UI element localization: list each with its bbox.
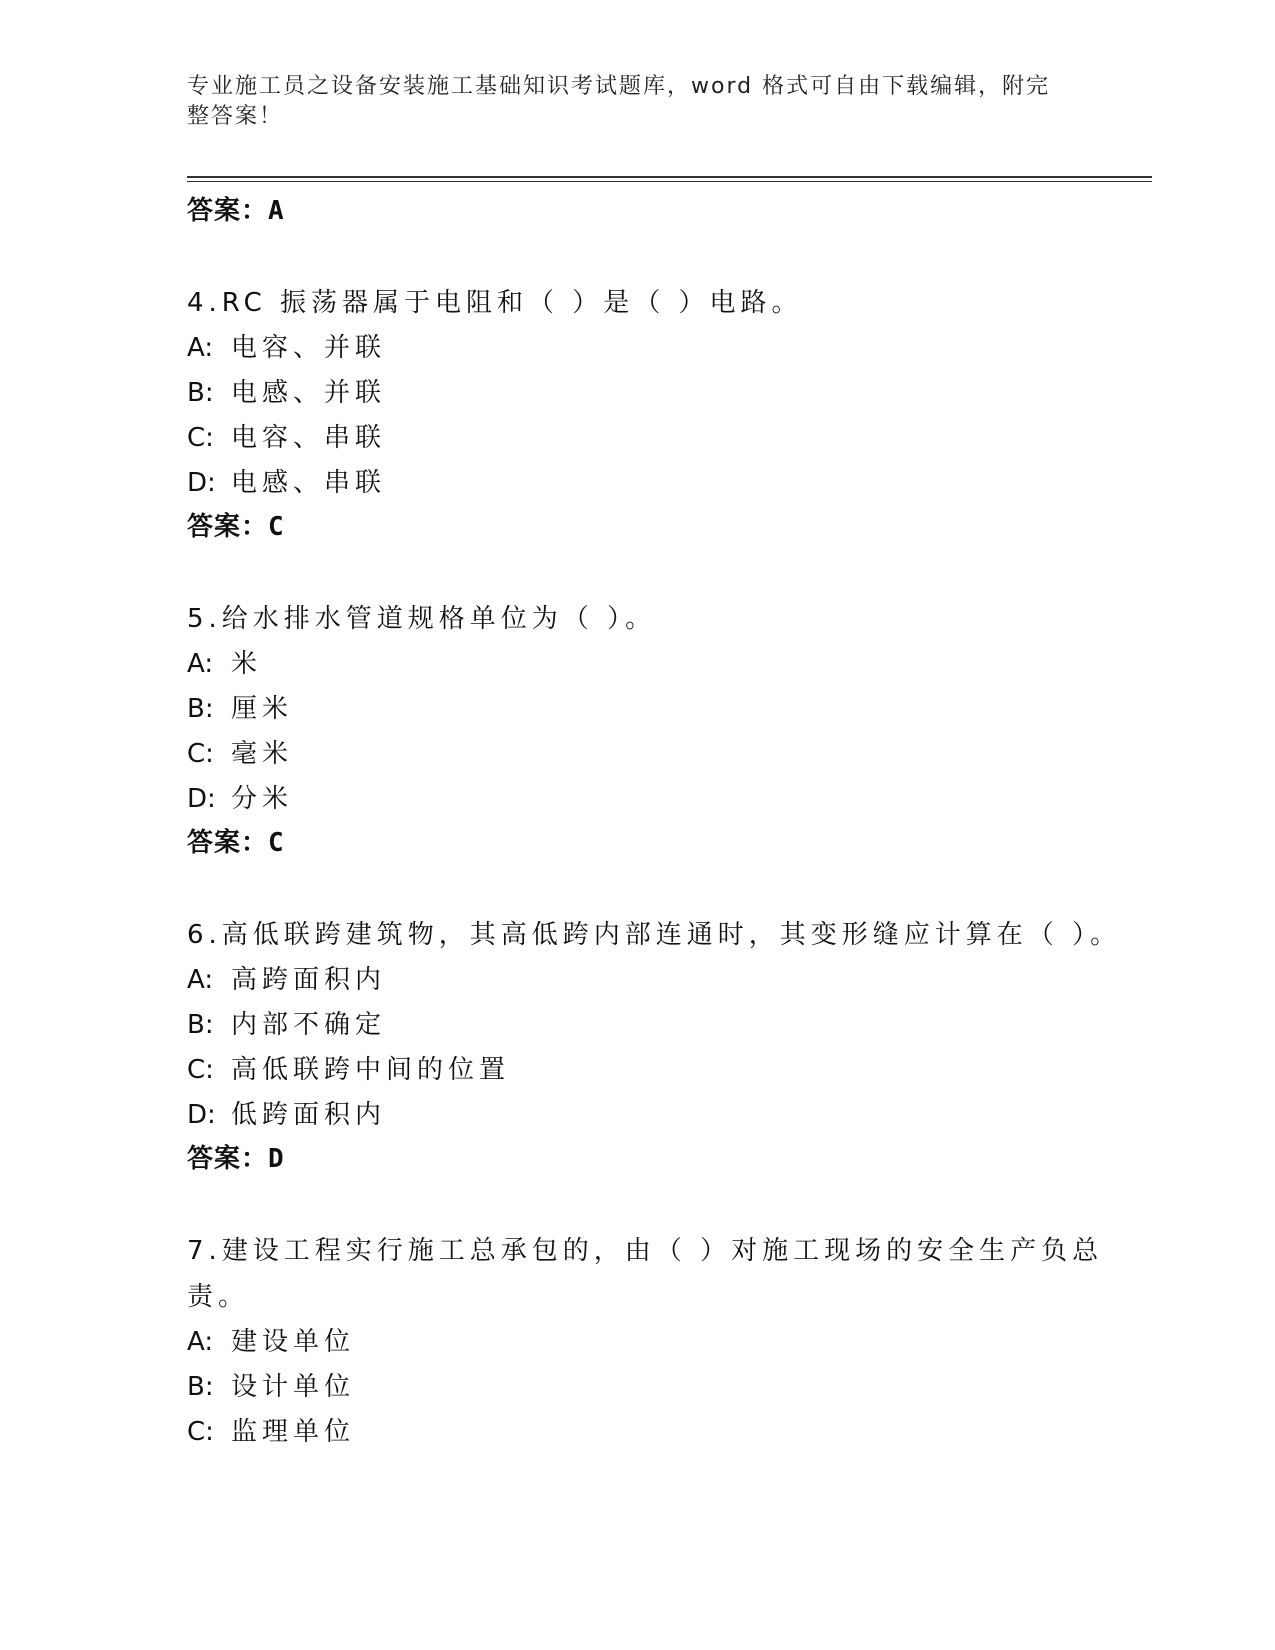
option-row	[187, 1410, 1127, 1455]
option-letter: D:	[187, 468, 216, 498]
header-divider	[187, 176, 1152, 178]
option-row	[187, 958, 1127, 1003]
option-letter: A:	[187, 333, 214, 363]
document-header: 专业施工员之设备安装施工基础知识考试题库，word 格式可自由下载编辑，附完整答案！	[187, 74, 1051, 129]
question-spacer	[187, 864, 1127, 912]
option-text: 监理单位	[231, 1417, 356, 1447]
option-row	[187, 371, 1127, 416]
option-text: 内部不确定	[231, 1010, 387, 1040]
question-block	[187, 596, 1127, 864]
option-letter: C:	[187, 739, 214, 769]
question-stem: 4.RC 振荡器属于电阻和（ ）是（ ）电路。	[187, 288, 803, 318]
answer-line	[187, 190, 1127, 232]
question-block	[187, 280, 1127, 548]
option-row	[187, 1003, 1127, 1048]
question-block	[187, 1228, 1127, 1455]
option-row	[187, 326, 1127, 371]
option-letter: D:	[187, 784, 216, 814]
option-text: 电容、并联	[231, 333, 387, 363]
option-row	[187, 687, 1127, 732]
option-letter: B:	[187, 1372, 214, 1402]
option-row	[187, 1365, 1127, 1410]
option-letter: D:	[187, 1100, 216, 1130]
option-row	[187, 1048, 1127, 1093]
option-row	[187, 1320, 1127, 1365]
question-block	[187, 912, 1127, 1180]
questions-container	[187, 232, 1127, 1455]
option-row	[187, 642, 1127, 687]
option-text: 低跨面积内	[231, 1100, 387, 1130]
answer-label: 答案：	[187, 828, 269, 858]
question-spacer	[187, 1180, 1127, 1228]
option-text: 电容、串联	[231, 423, 387, 453]
answer-label: 答案：	[187, 196, 269, 226]
option-row	[187, 1093, 1127, 1138]
header-divider-thin	[187, 181, 1152, 182]
option-text: 设计单位	[231, 1372, 356, 1402]
option-letter: B:	[187, 694, 214, 724]
question-list	[187, 190, 1127, 1455]
option-text: 高低联跨中间的位置	[231, 1055, 511, 1085]
option-text: 高跨面积内	[231, 965, 387, 995]
option-letter: C:	[187, 1417, 214, 1447]
answer-line	[187, 506, 1127, 548]
answer-value: C	[268, 512, 285, 542]
answer-line	[187, 1138, 1127, 1180]
answer-line	[187, 822, 1127, 864]
answer-value: D	[268, 1144, 285, 1174]
option-row	[187, 416, 1127, 461]
option-row	[187, 777, 1127, 822]
question-stem: 7.建设工程实行施工总承包的，由（ ）对施工现场的安全生产负总责。	[187, 1236, 1104, 1312]
option-text: 毫米	[231, 739, 294, 769]
question-spacer	[187, 232, 1127, 280]
option-letter: B:	[187, 378, 214, 408]
option-text: 电感、并联	[231, 378, 387, 408]
option-letter: C:	[187, 1055, 214, 1085]
option-letter: A:	[187, 965, 214, 995]
question-spacer	[187, 548, 1127, 596]
option-text: 电感、串联	[231, 468, 387, 498]
question-stem: 5.给水排水管道规格单位为（ ）。	[187, 604, 657, 634]
answer-value: A	[268, 196, 285, 226]
option-letter: C:	[187, 423, 214, 453]
option-text: 厘米	[231, 694, 294, 724]
option-letter: B:	[187, 1010, 214, 1040]
option-row	[187, 732, 1127, 777]
option-text: 米	[231, 649, 263, 679]
answer-label: 答案：	[187, 512, 269, 542]
option-text: 分米	[231, 784, 294, 814]
option-text: 建设单位	[231, 1327, 356, 1357]
option-row	[187, 461, 1127, 506]
question-stem: 6.高低联跨建筑物，其高低跨内部连通时，其变形缝应计算在（ ）。	[187, 920, 1122, 950]
answer-value: C	[268, 828, 285, 858]
answer-label: 答案：	[187, 1144, 269, 1174]
option-letter: A:	[187, 1327, 214, 1357]
option-letter: A:	[187, 649, 214, 679]
